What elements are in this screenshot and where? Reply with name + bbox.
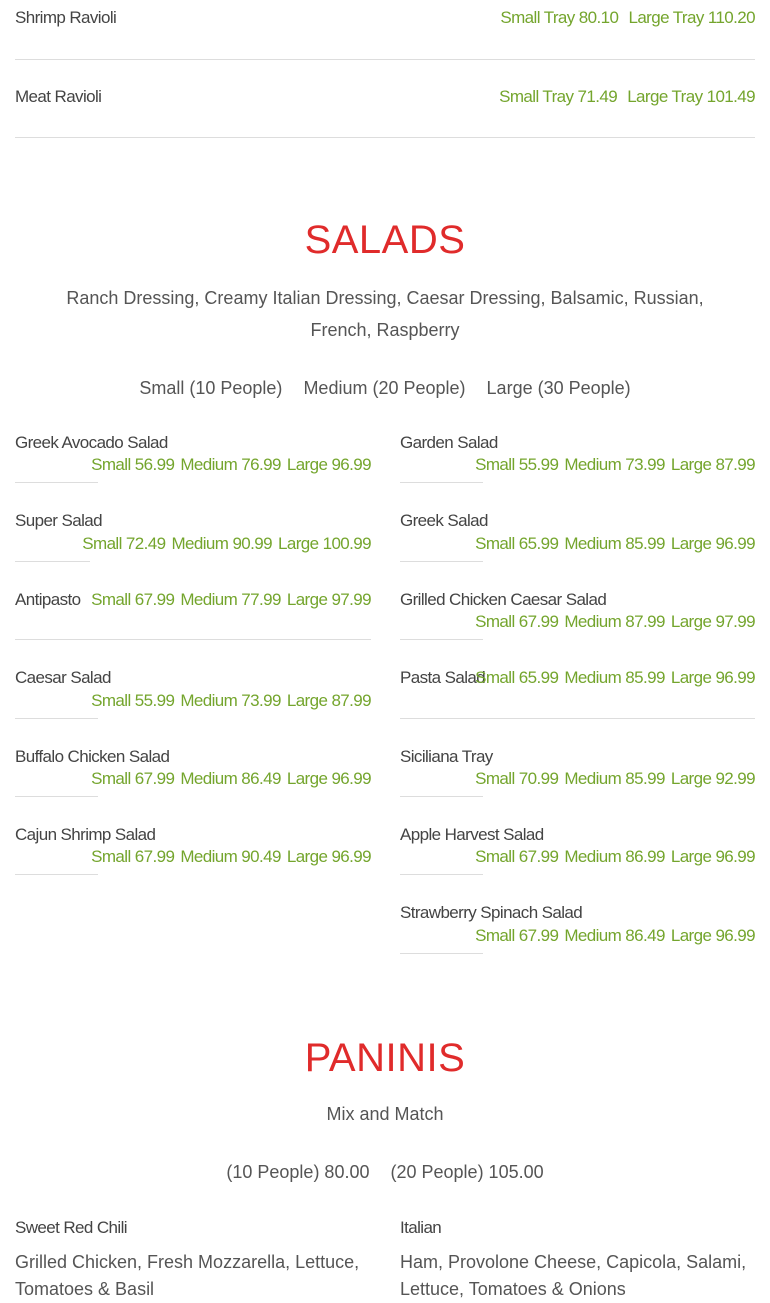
price-large: Large 96.99 (670, 668, 755, 687)
panini-name: Italian (400, 1218, 442, 1237)
price-medium: Medium 76.99 (180, 455, 281, 474)
item-prices (82, 534, 371, 554)
divider (15, 482, 98, 483)
price-large: Large 96.99 (670, 847, 755, 866)
item-name: Super Salad (15, 511, 102, 530)
price-medium: Medium 90.49 (180, 847, 281, 866)
divider (400, 874, 483, 875)
price-medium: Medium 77.99 (180, 590, 281, 609)
price-medium: Medium 86.49 (564, 926, 665, 945)
price-medium: Medium 73.99 (564, 455, 665, 474)
item-prices (475, 534, 755, 554)
paninis-subtitle: Mix and Match (326, 1104, 444, 1124)
divider (400, 953, 483, 954)
price-small: Small 67.99 (91, 847, 175, 866)
item-name: Cajun Shrimp Salad (15, 825, 156, 844)
price-medium: Medium 85.99 (564, 534, 665, 553)
item-prices (500, 8, 755, 28)
price-small: Small Tray 80.10 (500, 8, 619, 27)
item-name: Siciliana Tray (400, 747, 493, 766)
price-small: Small 65.99 (475, 668, 559, 687)
panini-sizes (0, 1162, 770, 1183)
item-prices (475, 926, 755, 946)
divider (15, 639, 371, 640)
size-small: Small (10 People) (139, 378, 283, 398)
menu-row (15, 8, 755, 60)
item-name: Caesar Salad (15, 668, 111, 687)
price-medium: Medium 85.99 (564, 769, 665, 788)
divider (400, 796, 483, 797)
price-medium: Medium 87.99 (564, 612, 665, 631)
item-prices (91, 691, 371, 711)
price-small: Small 67.99 (475, 612, 559, 631)
price-large: Large 97.99 (286, 590, 371, 609)
item-prices (475, 612, 755, 632)
item-prices (91, 847, 371, 867)
divider (400, 718, 755, 719)
price-small: Small Tray 71.49 (499, 87, 618, 106)
price-large: Large 96.99 (286, 769, 371, 788)
price-small: Small 67.99 (475, 847, 559, 866)
divider (400, 482, 483, 483)
menu-row (15, 87, 755, 138)
item-name: Greek Avocado Salad (15, 433, 168, 452)
price-large: Large 87.99 (286, 691, 371, 710)
price-medium: Medium 86.99 (564, 847, 665, 866)
price-small: Small 56.99 (91, 455, 175, 474)
item-prices (475, 847, 755, 867)
panini-name: Sweet Red Chili (15, 1218, 127, 1237)
price-large: Large 92.99 (670, 769, 755, 788)
item-name: Buffalo Chicken Salad (15, 747, 170, 766)
price-large: Large 96.99 (670, 534, 755, 553)
price-large: Large 87.99 (670, 455, 755, 474)
price-small: Small 67.99 (91, 769, 175, 788)
item-prices (475, 455, 755, 475)
item-name: Grilled Chicken Caesar Salad (400, 590, 607, 609)
price-small: Small 67.99 (91, 590, 175, 609)
price-large: Large 96.99 (286, 455, 371, 474)
price-medium: Medium 73.99 (180, 691, 281, 710)
panini-description: Grilled Chicken, Fresh Mozzarella, Lettuce, Tomatoes & Basil (15, 1252, 360, 1299)
item-name: Greek Salad (400, 511, 488, 530)
price-small: Small 65.99 (475, 534, 559, 553)
item-prices (91, 455, 371, 475)
divider (400, 561, 483, 562)
item-prices (91, 590, 371, 610)
salad-sizes (0, 378, 770, 399)
item-name: Strawberry Spinach Salad (400, 903, 583, 922)
section-title-salads: SALADS (304, 218, 466, 262)
item-name: Antipasto (15, 590, 81, 609)
divider (15, 718, 98, 719)
divider (15, 874, 98, 875)
item-prices (475, 668, 755, 688)
price-medium: Medium 86.49 (180, 769, 281, 788)
price-medium: Medium 85.99 (564, 668, 665, 687)
item-prices (499, 87, 755, 107)
divider (15, 561, 90, 562)
price-small: Small 70.99 (475, 769, 559, 788)
price-large: Large Tray 110.20 (628, 8, 755, 27)
price-large: Large 97.99 (670, 612, 755, 631)
price-small: Small 67.99 (475, 926, 559, 945)
size-large: Large (30 People) (486, 378, 631, 398)
section-title-paninis: PANINIS (304, 1036, 466, 1080)
price-large: Large 96.99 (670, 926, 755, 945)
item-name: Shrimp Ravioli (15, 8, 117, 27)
price-large: Large 100.99 (278, 534, 371, 553)
item-name: Meat Ravioli (15, 87, 102, 106)
divider (15, 796, 98, 797)
size-20: (20 People) 105.00 (390, 1162, 544, 1182)
price-medium: Medium 90.99 (171, 534, 272, 553)
price-large: Large Tray 101.49 (627, 87, 755, 106)
price-small: Small 55.99 (91, 691, 175, 710)
divider (400, 639, 483, 640)
price-small: Small 72.49 (82, 534, 166, 553)
price-small: Small 55.99 (475, 455, 559, 474)
item-prices (91, 769, 371, 789)
size-10: (10 People) 80.00 (226, 1162, 370, 1182)
item-name: Apple Harvest Salad (400, 825, 544, 844)
panini-description: Ham, Provolone Cheese, Capicola, Salami, Lettuce, Tomatoes & Onions (400, 1252, 747, 1299)
price-large: Large 96.99 (286, 847, 371, 866)
item-name: Pasta Salad (400, 668, 486, 687)
size-medium: Medium (20 People) (303, 378, 466, 398)
item-prices (475, 769, 755, 789)
item-name: Garden Salad (400, 433, 498, 452)
salad-dressings: Ranch Dressing, Creamy Italian Dressing, Caesar Dressing, Balsamic, Russian, French, Raspberry (66, 288, 704, 340)
